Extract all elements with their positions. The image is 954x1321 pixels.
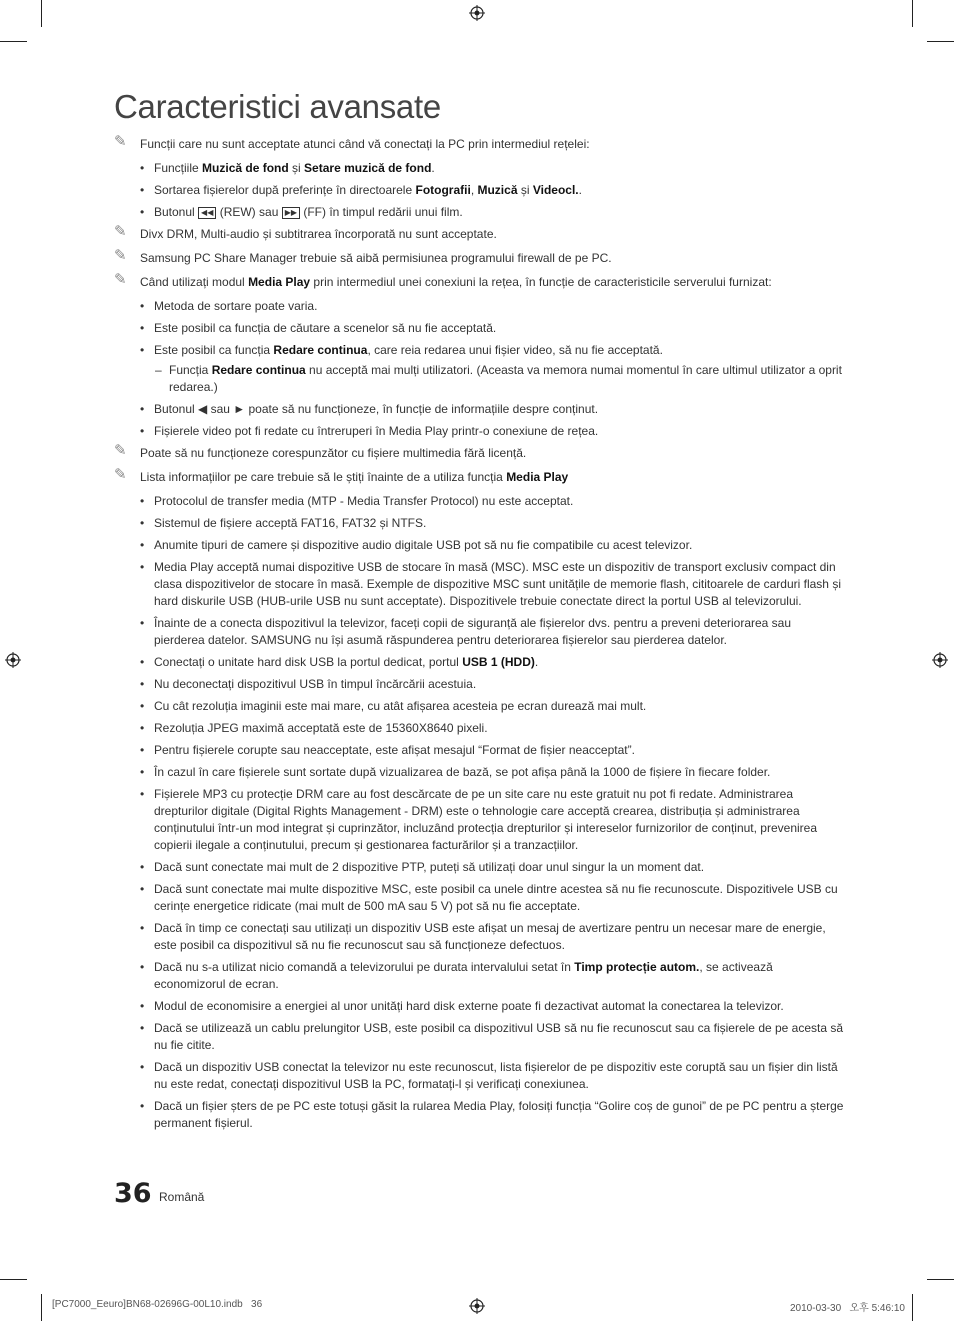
registration-mark-icon — [469, 5, 485, 21]
bullet-icon: • — [140, 560, 145, 574]
bullet-icon: • — [140, 321, 145, 335]
page-number: 36 — [114, 1178, 152, 1209]
bullet-icon: • — [140, 860, 145, 874]
pencil-note-icon: ✎ — [114, 133, 127, 150]
crop-mark — [41, 1294, 42, 1321]
registration-mark-icon — [932, 652, 948, 668]
bullet-icon: • — [140, 494, 145, 508]
bullet-item: • Dacă un dispozitiv USB conectat la televizor nu este recunoscut, lista fișierelor de pe dispozitiv este coruptă sau un fișier din listă nu este redat, conectați dispozitivul USB la PC, formatați-l și verificați conexiunea. — [140, 1060, 838, 1091]
bullet-icon: • — [140, 787, 145, 801]
bullet-icon: • — [140, 655, 145, 669]
bullet-item: • Modul de economisire a energiei al unor unități hard disk externe poate fi dezactivat automat la conectarea la televizor. — [140, 999, 784, 1013]
fast-forward-icon: ▶▶ — [282, 207, 300, 219]
sub-item: – Funcția Redare continua nu acceptă mai mulți utilizatori. (Aceasta va memora numai momentul în care ultimul utilizator a oprit redarea.) — [155, 363, 842, 394]
bullet-item: • Funcțiile Muzică de fond și Setare muzică de fond. — [140, 161, 435, 175]
crop-mark — [41, 0, 42, 27]
bullet-icon: • — [140, 999, 145, 1013]
bullet-icon: • — [140, 960, 145, 974]
bullet-item: • Rezoluția JPEG maximă acceptată este de 15360X8640 pixeli. — [140, 721, 488, 735]
note-item: ✎ Când utilizați modul Media Play prin intermediul unei conexiuni la rețea, în funcție de caracteristicile serverului furnizat: — [114, 271, 772, 289]
bullet-icon: • — [140, 1099, 145, 1113]
bullet-item: • Este posibil ca funcția Redare continua, care reia redarea unui fișier video, să nu fie acceptată. — [140, 343, 663, 357]
bullet-icon: • — [140, 1060, 145, 1074]
bullet-icon: • — [140, 161, 145, 175]
bullet-icon: • — [140, 882, 145, 896]
pencil-note-icon: ✎ — [114, 442, 127, 459]
crop-mark — [0, 1279, 27, 1280]
note-item: ✎ Poate să nu funcționeze corespunzător cu fișiere multimedia fără licență. — [114, 442, 527, 460]
bullet-item: • În cazul în care fișierele sunt sortate după vizualizarea de bază, se pot afișa până la 1000 de fișiere în fiecare folder. — [140, 765, 771, 779]
bullet-item: • Media Play acceptă numai dispozitive USB de stocare în masă (MSC). MSC este un dispozitiv de transport exclusiv compact din clasa dispozitivelor de stocare în masă. Exemple de dispozitive MSC sunt unitățile de memorie flash, cititoarele de carduri flash și hard diskurile USB (HUB-urile USB nu sunt acceptate). Dispozitivele trebuie conectate direct la portul USB al televizorului. — [140, 560, 841, 608]
bullet-icon: • — [140, 677, 145, 691]
bullet-icon: • — [140, 205, 145, 219]
bullet-icon: • — [140, 921, 145, 935]
bullet-icon: • — [140, 538, 145, 552]
print-slug-file: [PC7000_Eeuro]BN68-02696G-00L10.indb 36 — [52, 1299, 263, 1310]
bullet-icon: • — [140, 616, 145, 630]
bullet-icon: • — [140, 699, 145, 713]
bullet-icon: • — [140, 721, 145, 735]
bullet-item: • Fișierele video pot fi redate cu întreruperi în Media Play printr-o conexiune de rețea. — [140, 424, 599, 438]
bullet-item: • Cu cât rezoluția imaginii este mai mare, cu atât afișarea acesteia pe ecran durează mai mult. — [140, 699, 647, 713]
page-language: Română — [159, 1190, 205, 1204]
bullet-item: • Butonul ◀ sau ► poate să nu funcționeze, în funcție de informațiile despre conținut. — [140, 402, 599, 416]
bullet-item: • Înainte de a conecta dispozitivul la televizor, faceți copii de siguranță ale fișierelor dvs. pentru a preveni deteriorarea sau pierderea datelor. SAMSUNG nu își asumă răspunderea pentru deteriorarea fișierelor sau pierderea datelor. — [140, 616, 792, 647]
registration-mark-icon — [469, 1298, 485, 1314]
bullet-icon: • — [140, 183, 145, 197]
print-slug-timestamp: 2010-03-30 오후 5:46:10 — [790, 1303, 905, 1314]
dash-icon: – — [155, 363, 162, 377]
crop-mark — [927, 41, 954, 42]
bullet-item: • Metoda de sortare poate varia. — [140, 299, 318, 313]
note-item: ✎ Lista informațiilor pe care trebuie să le știți înainte de a utiliza funcția Media Play — [114, 466, 569, 484]
bullet-item: • Protocolul de transfer media (MTP - Media Transfer Protocol) nu este acceptat. — [140, 494, 574, 508]
rewind-icon: ◀◀ — [198, 207, 216, 219]
bullet-item: • Nu deconectați dispozitivul USB în timpul încărcării acestuia. — [140, 677, 477, 691]
bullet-item: • Fișierele MP3 cu protecție DRM care au fost descărcate de pe un site care nu este gratuit nu pot fi redate. Administrarea drepturilor digitale (Digital Rights Management - DRM) este o tehnologie care acceptă crearea, distribuția și administrarea conținutului într-un mod integrat și cuprinzător, incluzând protecția drepturilor și intereselor furnizorilor de conținut, prevenirea copierii ilegale a conținutului, precum și gestionarea facturărilor și a tranzacțiilor. — [140, 787, 818, 852]
bullet-icon: • — [140, 765, 145, 779]
bullet-item: • Dacă sunt conectate mai multe dispozitive MSC, este posibil ca unele dintre acestea să nu fie recunoscute. Dispozitivele USB cu cerințe energetice ridicate (mai mult de 500 mA sau 5 V) pot să nu fie acceptate. — [140, 882, 838, 913]
bullet-item: • Dacă nu s-a utilizat nicio comandă a televizorului pe durata intervalului setat în Timp protecție autom., se activează economizorul de ecran. — [140, 960, 773, 991]
bullet-icon: • — [140, 1021, 145, 1035]
registration-mark-icon — [5, 652, 21, 668]
bullet-icon: • — [140, 402, 145, 416]
bullet-item: • Conectați o unitate hard disk USB la portul dedicat, portul USB 1 (HDD). — [140, 655, 539, 669]
page-content — [114, 133, 844, 1137]
bullet-icon: • — [140, 743, 145, 757]
bullet-item: • Dacă un fișier șters de pe PC este totuși găsit la rularea Media Play, folosiți funcția “Golire coș de gunoi” de pe PC pentru a șterge permanent fișierul. — [140, 1099, 844, 1130]
crop-mark — [927, 1279, 954, 1280]
bullet-icon: • — [140, 424, 145, 438]
bullet-item: • Butonul ◀◀ (REW) sau ▶▶ (FF) în timpul redării unui film. — [140, 205, 463, 219]
crop-mark — [912, 1294, 913, 1321]
bullet-icon: • — [140, 299, 145, 313]
bullet-icon: • — [140, 516, 145, 530]
pencil-note-icon: ✎ — [114, 466, 127, 483]
note-item: ✎ Funcții care nu sunt acceptate atunci când vă conectați la PC prin intermediul rețelei: — [114, 133, 590, 151]
bullet-item: • Sistemul de fișiere acceptă FAT16, FAT32 și NTFS. — [140, 516, 427, 530]
crop-mark — [0, 41, 27, 42]
page-title: Caracteristici avansate — [114, 88, 441, 125]
note-item: ✎ Samsung PC Share Manager trebuie să aibă permisiunea programului firewall de pe PC. — [114, 247, 612, 265]
bullet-icon: • — [140, 343, 145, 357]
pencil-note-icon: ✎ — [114, 271, 127, 288]
bullet-item: • Dacă se utilizează un cablu prelungitor USB, este posibil ca dispozitivul USB să nu fie recunoscut sau ca fișierele de pe acesta să nu fie citite. — [140, 1021, 844, 1052]
bullet-item: • Dacă în timp ce conectați sau utilizați un dispozitiv USB este afișat un mesaj de avertizare pentru un necesar mare de energie, este posibil ca dispozitivul să nu fie recunoscut sau să funcționeze defectuos. — [140, 921, 826, 952]
bullet-item: • Anumite tipuri de camere și dispozitive audio digitale USB pot să nu fie compatibile cu acest televizor. — [140, 538, 693, 552]
bullet-item: • Pentru fișierele corupte sau neacceptate, este afișat mesajul “Format de fișier neacceptat”. — [140, 743, 635, 757]
note-item: ✎ Divx DRM, Multi-audio și subtitrarea încorporată nu sunt acceptate. — [114, 223, 497, 241]
crop-mark — [912, 0, 913, 27]
bullet-item: • Sortarea fișierelor după preferințe în directoarele Fotografii, Muzică și Videocl.. — [140, 183, 582, 197]
pencil-note-icon: ✎ — [114, 223, 127, 240]
bullet-item: • Este posibil ca funcția de căutare a scenelor să nu fie acceptată. — [140, 321, 497, 335]
pencil-note-icon: ✎ — [114, 247, 127, 264]
bullet-item: • Dacă sunt conectate mai mult de 2 dispozitive PTP, puteți să utilizați doar unul singur la un moment dat. — [140, 860, 705, 874]
